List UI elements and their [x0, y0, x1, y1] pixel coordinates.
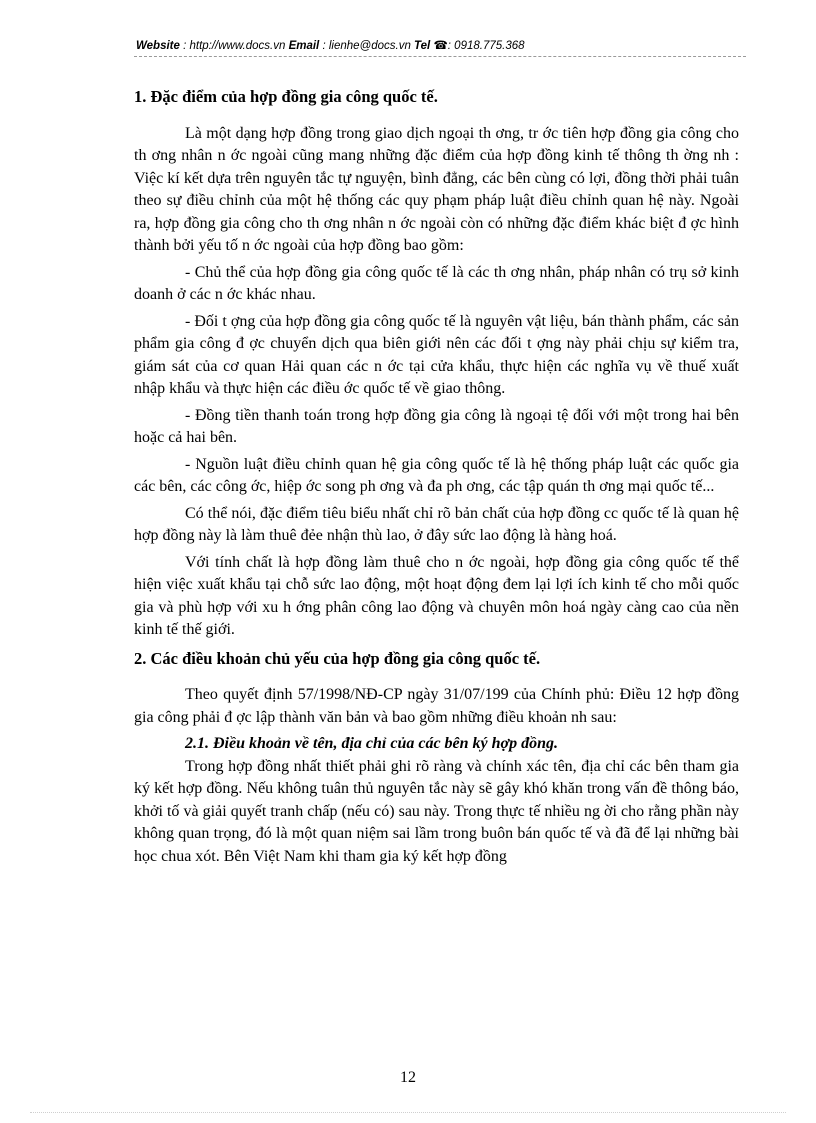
tel-value: : 0918.775.368 — [447, 40, 525, 52]
paragraph: Với tính chất là hợp đồng làm thuê cho n ớc ngoài, hợp đồng gia công quốc tế thể hiện việc xuất khẩu tại chỗ sức lao động, một hoạt động đem lại lợi ích kinh tế cho mỗi quốc gia và phù hợp với xu h ớng phân công lao động và chuyên môn hoá ngày càng cao của nền kinh tế thế giới. — [134, 553, 739, 638]
website-value: : http://www.docs.vn — [183, 40, 286, 52]
section-1-heading: 1. Đặc điểm của hợp đồng gia công quốc tế. — [134, 87, 438, 106]
document-body — [134, 86, 739, 872]
paragraph: Là một dạng hợp đồng trong giao dịch ngoại th ơng, tr ớc tiên hợp đồng gia công cho th ơng nhân n ớc ngoài cũng mang những đặc điểm của hợp đồng kinh tế thông th ờng nh : Việc kí kết dựa trên nguyên tắc tự nguyện, bình đẳng, các bên cùng có lợi, đồng thời phải tuân theo sự điều chỉnh của một hệ thống các quy phạm pháp luật điều chỉnh quan hệ này. Ngoài ra, hợp đồng gia công cho th ơng nhân n ớc ngoài còn có những đặc điểm khác biệt đ ợc hình thành bởi yếu tố n ớc ngoài của hợp đồng bao gồm: — [134, 124, 739, 254]
footer-divider — [30, 1112, 786, 1113]
paragraph: Theo quyết định 57/1998/NĐ-CP ngày 31/07/199 của Chính phủ: Điều 12 hợp đồng gia công phải đ ợc lập thành văn bản và bao gồm những điều khoản nh sau: — [134, 686, 739, 726]
header-divider — [134, 56, 746, 57]
email-label: Email — [288, 40, 320, 52]
paragraph: - Nguồn luật điều chỉnh quan hệ gia công quốc tế là hệ thống pháp luật các quốc gia các bên, các công ớc, hiệp ớc song ph ơng và đa ph ơng, các tập quán th ơng mại quốc tế... — [134, 455, 739, 495]
page-header — [136, 38, 746, 52]
subsection-2-1-heading: 2.1. Điều khoản về tên, địa chỉ của các bên ký hợp đồng. — [185, 735, 559, 752]
paragraph: Trong hợp đồng nhất thiết phải ghi rõ ràng và chính xác tên, địa chỉ các bên tham gia ký kết hợp đồng. Nếu không tuân thủ nguyên tắc này sẽ gây khó khăn trong vấn đề thông báo, khởi tố và giải quyết tranh chấp (nếu có) sau này. Trong thực tế nhiều ng ời cho rằng phần này không quan trọng, đó là một quan niệm sai lầm trong buôn bán quốc tế và đã để lại những bài học chua xót. Bên Việt Nam khi tham gia ký kết hợp đồng — [134, 757, 739, 865]
page-number: 12 — [400, 1069, 416, 1086]
paragraph: - Đối t ợng của hợp đồng gia công quốc tế là nguyên vật liệu, bán thành phẩm, các sản phẩm gia công đ ợc chuyển dịch qua biên giới nên các đối t ợng này phải chịu sự kiểm tra, giám sát của cơ quan Hải quan các n ớc tại cửa khẩu, thực hiện các nghĩa vụ về thuế xuất nhập khẩu và thực hiện các điều ớc quốc tế về giao thông. — [134, 312, 739, 397]
tel-label: Tel — [414, 40, 431, 52]
paragraph: - Đồng tiền thanh toán trong hợp đồng gia công là ngoại tệ đối với một trong hai bên hoặc cả hai bên. — [134, 406, 739, 446]
paragraph: - Chủ thể của hợp đồng gia công quốc tế là các th ơng nhân, pháp nhân có trụ sở kinh doanh ở các n ớc khác nhau. — [134, 263, 739, 303]
paragraph: Có thể nói, đặc điểm tiêu biểu nhất chỉ rõ bản chất của hợp đồng cc quốc tế là quan hệ hợp đồng này là làm thuê đẻe nhận thù lao, ở đây sức lao động là hàng hoá. — [134, 504, 739, 544]
website-label: Website — [136, 40, 180, 52]
phone-icon: ☎ — [433, 40, 448, 52]
email-value: : lienhe@docs.vn — [322, 40, 411, 52]
section-2-heading: 2. Các điều khoản chủ yếu của hợp đồng gia công quốc tế. — [134, 648, 541, 668]
